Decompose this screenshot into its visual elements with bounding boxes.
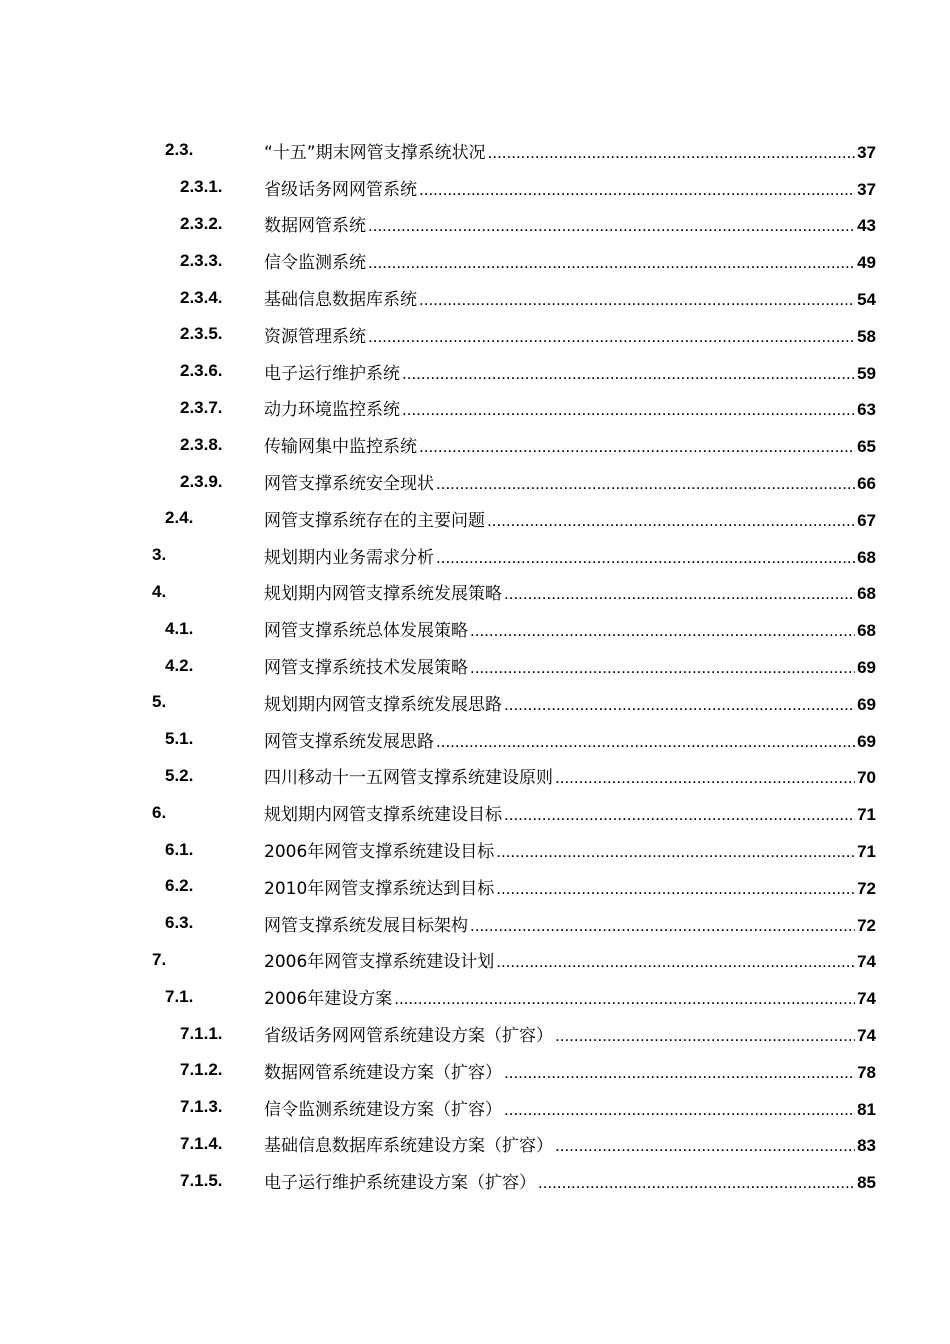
toc-entry[interactable] bbox=[0, 1052, 950, 1089]
dot-leader bbox=[504, 1063, 855, 1083]
toc-entry-page-number: 54 bbox=[857, 290, 876, 310]
toc-entry-title: 数据网管系统建设方案（扩容） bbox=[264, 1062, 502, 1083]
toc-entry-title: 2010年网管支撑系统达到目标 bbox=[264, 878, 495, 899]
toc-entry-title: 电子运行维护系统建设方案（扩容） bbox=[264, 1173, 536, 1194]
toc-entry[interactable] bbox=[0, 574, 950, 611]
toc-entry-page-number: 69 bbox=[857, 658, 876, 678]
dot-leader bbox=[436, 474, 855, 494]
dot-leader bbox=[504, 805, 855, 825]
toc-entry[interactable] bbox=[0, 1162, 950, 1199]
toc-entry-page-number: 66 bbox=[857, 474, 876, 494]
toc-entry-page-number: 37 bbox=[857, 142, 876, 162]
dot-leader bbox=[368, 216, 855, 236]
toc-entry-number: 6.1. bbox=[165, 839, 194, 859]
toc-entry-line bbox=[264, 984, 876, 1009]
toc-entry-page-number: 68 bbox=[857, 621, 876, 641]
toc-entry-page-number: 85 bbox=[857, 1173, 876, 1193]
toc-entry-number: 5. bbox=[152, 692, 167, 712]
dot-leader bbox=[368, 253, 855, 273]
toc-entry-title: 网管支撑系统存在的主要问题 bbox=[264, 510, 485, 531]
toc-entry[interactable] bbox=[0, 169, 950, 206]
dot-leader bbox=[470, 621, 855, 641]
toc-entry-number: 2.3.3. bbox=[180, 250, 223, 270]
toc-entry-page-number: 69 bbox=[857, 731, 876, 751]
toc-entry-number: 2.3. bbox=[165, 140, 194, 160]
toc-entry[interactable] bbox=[0, 647, 950, 684]
toc-entry-number: 7.1.1. bbox=[180, 1023, 223, 1043]
dot-leader bbox=[402, 400, 855, 420]
toc-entry-line bbox=[264, 911, 876, 936]
toc-entry-number: 2.3.9. bbox=[180, 471, 223, 491]
toc-entry-number: 4.2. bbox=[165, 655, 194, 675]
dot-leader bbox=[496, 952, 855, 972]
toc-entry-line bbox=[264, 1058, 876, 1083]
toc-entry[interactable] bbox=[0, 610, 950, 647]
toc-entry-title: 省级话务网网管系统建设方案（扩容） bbox=[264, 1026, 553, 1047]
toc-entry-line bbox=[264, 800, 876, 825]
toc-entry[interactable] bbox=[0, 500, 950, 537]
toc-entry-page-number: 49 bbox=[857, 253, 876, 273]
dot-leader bbox=[504, 584, 855, 604]
toc-entry-line bbox=[264, 175, 876, 200]
toc-entry[interactable] bbox=[0, 206, 950, 243]
toc-entry-page-number: 72 bbox=[857, 878, 876, 898]
toc-entry-number: 2.3.7. bbox=[180, 397, 223, 417]
toc-entry-number: 3. bbox=[152, 545, 167, 565]
dot-leader bbox=[555, 768, 855, 788]
toc-entry[interactable] bbox=[0, 1126, 950, 1163]
toc-entry-number: 7.1.2. bbox=[180, 1060, 223, 1080]
toc-entry-number: 5.2. bbox=[165, 765, 194, 785]
dot-leader bbox=[504, 695, 855, 715]
toc-entry-line bbox=[264, 285, 876, 310]
toc-entry-line bbox=[264, 469, 876, 494]
toc-entry-number: 2.3.5. bbox=[180, 324, 223, 344]
toc-entry-page-number: 74 bbox=[857, 952, 876, 972]
toc-entry-number: 6. bbox=[152, 802, 167, 822]
dot-leader bbox=[538, 1173, 855, 1193]
toc-entry[interactable] bbox=[0, 132, 950, 169]
toc-entry-title: 动力环境监控系统 bbox=[264, 400, 400, 421]
table-of-contents bbox=[0, 132, 950, 1199]
toc-entry[interactable] bbox=[0, 353, 950, 390]
toc-entry-number: 7.1.4. bbox=[180, 1133, 223, 1153]
toc-entry-line bbox=[264, 763, 876, 788]
toc-entry-page-number: 68 bbox=[857, 584, 876, 604]
toc-entry-title: 2006年建设方案 bbox=[264, 989, 393, 1010]
toc-entry-title: 数据网管系统 bbox=[264, 216, 366, 237]
toc-entry-title: 基础信息数据库系统建设方案（扩容） bbox=[264, 1136, 553, 1157]
toc-entry-number: 2.3.1. bbox=[180, 177, 223, 197]
toc-entry[interactable] bbox=[0, 831, 950, 868]
toc-entry-line bbox=[264, 653, 876, 678]
toc-entry-title: 2006年网管支撑系统建设计划 bbox=[264, 952, 495, 973]
toc-entry-number: 4.1. bbox=[165, 618, 194, 638]
toc-entry-page-number: 78 bbox=[857, 1062, 876, 1082]
toc-entry-title: 网管支撑系统技术发展策略 bbox=[264, 658, 468, 679]
toc-entry-page-number: 69 bbox=[857, 694, 876, 714]
dot-leader bbox=[368, 327, 855, 347]
toc-entry[interactable] bbox=[0, 868, 950, 905]
toc-entry-title: 基础信息数据库系统 bbox=[264, 290, 417, 311]
toc-entry-line bbox=[264, 543, 876, 568]
toc-entry[interactable] bbox=[0, 942, 950, 979]
toc-entry-line bbox=[264, 837, 876, 862]
toc-entry-line bbox=[264, 579, 876, 604]
toc-entry-title: 信令监测系统建设方案（扩容） bbox=[264, 1099, 502, 1120]
dot-leader bbox=[555, 1136, 855, 1156]
toc-entry-line bbox=[264, 727, 876, 752]
toc-entry[interactable] bbox=[0, 463, 950, 500]
toc-entry-line bbox=[264, 432, 876, 457]
toc-entry-number: 7.1. bbox=[165, 986, 194, 1006]
toc-entry-page-number: 70 bbox=[857, 768, 876, 788]
dot-leader bbox=[470, 658, 855, 678]
toc-entry-line bbox=[264, 248, 876, 273]
dot-leader bbox=[419, 180, 855, 200]
dot-leader bbox=[419, 437, 855, 457]
toc-entry-line bbox=[264, 1131, 876, 1156]
toc-entry-line bbox=[264, 1168, 876, 1193]
toc-entry-page-number: 65 bbox=[857, 437, 876, 457]
dot-leader bbox=[436, 548, 855, 568]
toc-entry-number: 7.1.5. bbox=[180, 1170, 223, 1190]
dot-leader bbox=[419, 290, 855, 310]
toc-entry[interactable] bbox=[0, 426, 950, 463]
toc-entry-page-number: 71 bbox=[857, 805, 876, 825]
toc-entry-line bbox=[264, 616, 876, 641]
toc-entry-line bbox=[264, 1095, 876, 1120]
toc-entry-title: 网管支撑系统发展目标架构 bbox=[264, 915, 468, 936]
toc-entry[interactable] bbox=[0, 390, 950, 427]
dot-leader bbox=[487, 511, 855, 531]
toc-entry-title: 网管支撑系统安全现状 bbox=[264, 474, 434, 495]
toc-entry-page-number: 63 bbox=[857, 400, 876, 420]
toc-entry-title: 省级话务网网管系统 bbox=[264, 179, 417, 200]
toc-entry[interactable] bbox=[0, 905, 950, 942]
toc-entry-title: 网管支撑系统总体发展策略 bbox=[264, 621, 468, 642]
toc-entry-line bbox=[264, 506, 876, 531]
toc-entry-number: 2.3.2. bbox=[180, 213, 223, 233]
toc-entry-page-number: 37 bbox=[857, 179, 876, 199]
dot-leader bbox=[496, 842, 855, 862]
toc-entry-line bbox=[264, 874, 876, 899]
toc-entry-line bbox=[264, 322, 876, 347]
toc-entry-title: 四川移动十一五网管支撑系统建设原则 bbox=[264, 768, 553, 789]
toc-entry-number: 5.1. bbox=[165, 729, 194, 749]
toc-entry[interactable] bbox=[0, 978, 950, 1015]
toc-entry-number: 2.3.4. bbox=[180, 287, 223, 307]
toc-entry-number: 2.4. bbox=[165, 508, 194, 528]
toc-entry-page-number: 59 bbox=[857, 363, 876, 383]
toc-entry[interactable] bbox=[0, 537, 950, 574]
toc-entry-title: 规划期内网管支撑系统建设目标 bbox=[264, 805, 502, 826]
toc-entry-number: 2.3.8. bbox=[180, 434, 223, 454]
toc-entry-page-number: 81 bbox=[857, 1099, 876, 1119]
toc-entry-page-number: 74 bbox=[857, 1026, 876, 1046]
toc-entry[interactable] bbox=[0, 758, 950, 795]
toc-entry-page-number: 58 bbox=[857, 326, 876, 346]
dot-leader bbox=[488, 143, 855, 163]
toc-entry-line bbox=[264, 138, 876, 163]
dot-leader bbox=[470, 916, 855, 936]
toc-entry[interactable] bbox=[0, 721, 950, 758]
toc-entry-line bbox=[264, 359, 876, 384]
toc-entry-line bbox=[264, 211, 876, 236]
toc-entry-title: “十五”期末网管支撑系统状况 bbox=[264, 142, 486, 163]
dot-leader bbox=[394, 989, 855, 1009]
dot-leader bbox=[504, 1100, 855, 1120]
toc-entry-title: 网管支撑系统发展思路 bbox=[264, 731, 434, 752]
toc-entry[interactable] bbox=[0, 684, 950, 721]
dot-leader bbox=[496, 879, 855, 899]
toc-entry-title: 2006年网管支撑系统建设目标 bbox=[264, 842, 495, 863]
toc-entry-page-number: 74 bbox=[857, 989, 876, 1009]
toc-entry-title: 资源管理系统 bbox=[264, 326, 366, 347]
dot-leader bbox=[555, 1026, 855, 1046]
toc-entry-page-number: 83 bbox=[857, 1136, 876, 1156]
toc-entry-title: 电子运行维护系统 bbox=[264, 363, 400, 384]
toc-entry-page-number: 43 bbox=[857, 216, 876, 236]
toc-entry-page-number: 72 bbox=[857, 915, 876, 935]
toc-entry-number: 6.3. bbox=[165, 913, 194, 933]
toc-entry-line bbox=[264, 690, 876, 715]
toc-entry-page-number: 71 bbox=[857, 842, 876, 862]
toc-entry-line bbox=[264, 1021, 876, 1046]
toc-entry-number: 4. bbox=[152, 581, 167, 601]
toc-entry-number: 2.3.6. bbox=[180, 361, 223, 381]
toc-entry-page-number: 67 bbox=[857, 510, 876, 530]
toc-entry-line bbox=[264, 947, 876, 972]
toc-entry[interactable] bbox=[0, 1089, 950, 1126]
toc-entry-title: 规划期内网管支撑系统发展思路 bbox=[264, 694, 502, 715]
toc-entry-number: 6.2. bbox=[165, 876, 194, 896]
toc-entry-page-number: 68 bbox=[857, 547, 876, 567]
toc-entry[interactable] bbox=[0, 794, 950, 831]
toc-entry-title: 传输网集中监控系统 bbox=[264, 437, 417, 458]
toc-entry[interactable] bbox=[0, 279, 950, 316]
toc-entry-title: 信令监测系统 bbox=[264, 253, 366, 274]
toc-entry[interactable] bbox=[0, 242, 950, 279]
toc-entry[interactable] bbox=[0, 1015, 950, 1052]
toc-entry-title: 规划期内业务需求分析 bbox=[264, 547, 434, 568]
toc-entry-number: 7.1.3. bbox=[180, 1097, 223, 1117]
toc-entry-title: 规划期内网管支撑系统发展策略 bbox=[264, 584, 502, 605]
toc-entry[interactable] bbox=[0, 316, 950, 353]
toc-entry-number: 7. bbox=[152, 949, 167, 969]
toc-entry-line bbox=[264, 395, 876, 420]
dot-leader bbox=[436, 732, 855, 752]
dot-leader bbox=[402, 364, 855, 384]
